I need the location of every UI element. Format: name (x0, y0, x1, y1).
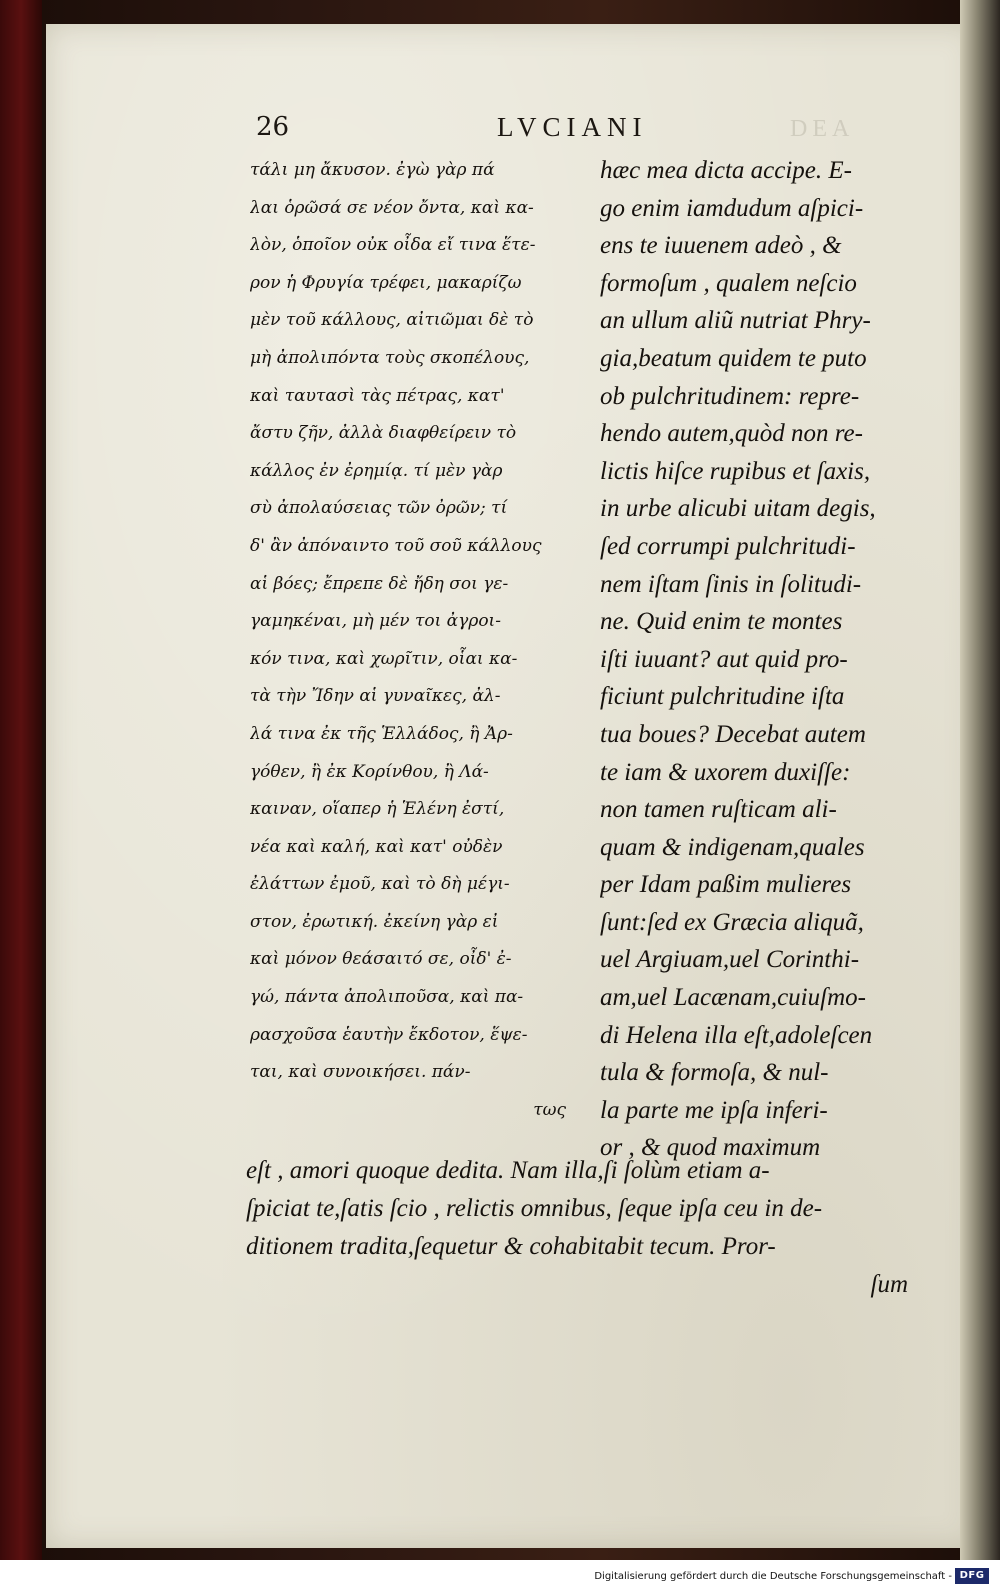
greek-text-line: ἐλάττων ἐμοῦ, καὶ τὸ δὴ μέγι- (250, 874, 510, 895)
latin-text-line: ob pulchritudinem: repre- (600, 382, 860, 410)
greek-text-line: κόν τινα, καὶ χωρῖτιν, οἷαι κα- (250, 648, 518, 669)
latin-text-line: tula & formoſa, & nul- (600, 1059, 829, 1087)
latin-text-line: uel Argiuam,uel Corinthi- (600, 946, 860, 974)
greek-text-line: δ' ἂν ἀπόναιντο τοῦ σοῦ κάλλους (250, 535, 542, 556)
page-gutter-shadow (960, 0, 1000, 1560)
latin-text-line: or , & quod maximum (600, 1134, 821, 1162)
greek-text-line: καὶ ταυτασὶ τὰς πέτρας, κατ' (250, 385, 505, 406)
dfg-logo: DFG (955, 1568, 989, 1584)
greek-text-line: λὸν, ὁποῖον οὐκ οἶδα εἴ τινα ἕτε- (250, 235, 536, 256)
book-cover-edge (0, 0, 42, 1560)
funding-credit: Digitalisierung gefördert durch die Deutsche Forschungsgemeinschaft - (594, 1571, 952, 1582)
latin-text-line: ditionem tradita,ſequetur & cohabitabit tecum. Pror- (246, 1233, 776, 1260)
latin-text-line: ſed corrumpi pulchritudi- (600, 532, 856, 560)
greek-text-line: στον, ἐρωτική. ἐκείνη γὰρ εἰ (250, 911, 499, 932)
greek-text-line: γώ, πάντα ἀπολιποῦσα, καὶ πα- (250, 987, 524, 1008)
latin-text-column (600, 152, 920, 1167)
greek-text-line: τὰ τὴν Ἴδην αἱ γυναῖκες, ἀλ- (250, 686, 501, 707)
latin-text-line: non tamen ruſticam ali- (600, 796, 837, 824)
latin-text-line: an ullum aliũ nutriat Phry- (600, 307, 871, 335)
greek-text-line: μὴ ἀπολιπόντα τοὺς σκοπέλους, (250, 347, 530, 368)
greek-text-line: αἱ βόες; ἔπρεπε δὲ ἤδη σοι γε- (250, 573, 509, 594)
latin-text-line: am,uel Lacænam,cuiuſmo- (600, 984, 866, 1012)
greek-text-line: καιναν, οἵαπερ ἡ Ἑλένη ἐστί, (250, 799, 505, 820)
greek-text-line: λαι ὁρῶσά σε νέον ὄντα, καὶ κα- (250, 197, 534, 218)
latin-text-line: la parte me ipſa inferi- (600, 1096, 828, 1124)
latin-text-line: ſum (870, 1271, 908, 1298)
greek-text-line: τάλι μη ἄκυσον. ἐγὼ γὰρ πά (250, 160, 495, 180)
latin-text-line: ſpiciat te,ſatis ſcio , relictis omnibus, ſeque ipſa ceu in de- (246, 1195, 823, 1222)
show-through-text: DEA (790, 116, 855, 142)
latin-text-line: formoſum , qualem neſcio (600, 269, 857, 297)
greek-text-line: σὺ ἀπολαύσειας τῶν ὀρῶν; τί (250, 498, 508, 519)
latin-text-line: di Helena illa eſt,adoleſcen (600, 1021, 873, 1049)
latin-text-line: ens te iuuenem adeò , & (600, 232, 842, 260)
latin-text-line: quam & indigenam,quales (600, 833, 865, 861)
full-width-latin-text (246, 1152, 914, 1304)
greek-text-line: ρασχοῦσα ἑαυτὴν ἔκδοτον, ἕψε- (250, 1024, 528, 1045)
latin-text-line: ſunt:ſed ex Græcia aliquã, (600, 908, 864, 936)
latin-text-line: lictis hiſce rupibus et ſaxis, (600, 457, 871, 485)
latin-text-line: hendo autem,quòd non re- (600, 420, 863, 448)
latin-text-line: nem iſtam ſinis in ſolitudi- (600, 570, 862, 598)
latin-text-line: gia,beatum quidem te puto (600, 344, 867, 372)
latin-text-line: in urbe alicubi uitam degis, (600, 495, 876, 523)
latin-text-line: eſt , amori quoque dedita. Nam illa,ſi ſolùm etiam a- (246, 1157, 770, 1184)
page-number: 26 (256, 112, 290, 142)
running-title: LVCIANI (497, 112, 648, 142)
greek-text-line: μὲν τοῦ κάλλους, αἰτιῶμαι δὲ τὸ (250, 310, 534, 331)
greek-text-line: τως (533, 1099, 566, 1120)
latin-text-line: ficiunt pulchritudine iſta (600, 683, 845, 711)
latin-text-line: te iam & uxorem duxiſſe: (600, 758, 851, 786)
greek-text-line: νέα καὶ καλή, καὶ κατ' οὐδὲν (250, 836, 503, 857)
latin-text-line: tua boues? Decebat autem (600, 720, 866, 748)
latin-text-line: hæc mea dicta accipe. E- (600, 157, 852, 184)
latin-text-line: iſti iuuant? aut quid pro- (600, 645, 848, 673)
greek-text-column (250, 152, 590, 1129)
latin-text-line: per Idam paßim mulieres (600, 871, 852, 899)
running-head (0, 112, 1000, 148)
latin-text-line: ne. Quid enim te montes (600, 608, 843, 636)
greek-text-line: καὶ μόνον θεάσαιτό σε, οἶδ' ἐ- (250, 949, 512, 970)
greek-text-line: ρον ἡ Φρυγία τρέφει, μακαρίζω (250, 272, 522, 293)
greek-text-line: γόθεν, ἢ ἐκ Κορίνθου, ἢ Λά- (250, 761, 489, 782)
greek-text-line: ἄστυ ζῆν, ἀλλὰ διαφθείρειν τὸ (250, 423, 517, 444)
greek-text-line: ται, καὶ συνοικήσει. πάν- (250, 1062, 471, 1083)
greek-text-line: κάλλος ἐν ἐρημίᾳ. τί μὲν γὰρ (250, 460, 503, 481)
greek-text-line: λά τινα ἐκ τῆς Ἑλλάδος, ἢ Ἀρ- (250, 723, 513, 744)
latin-text-line: go enim iamdudum aſpici- (600, 194, 864, 222)
greek-text-line: γαμηκέναι, μὴ μέν τοι ἀγροι- (250, 611, 501, 632)
